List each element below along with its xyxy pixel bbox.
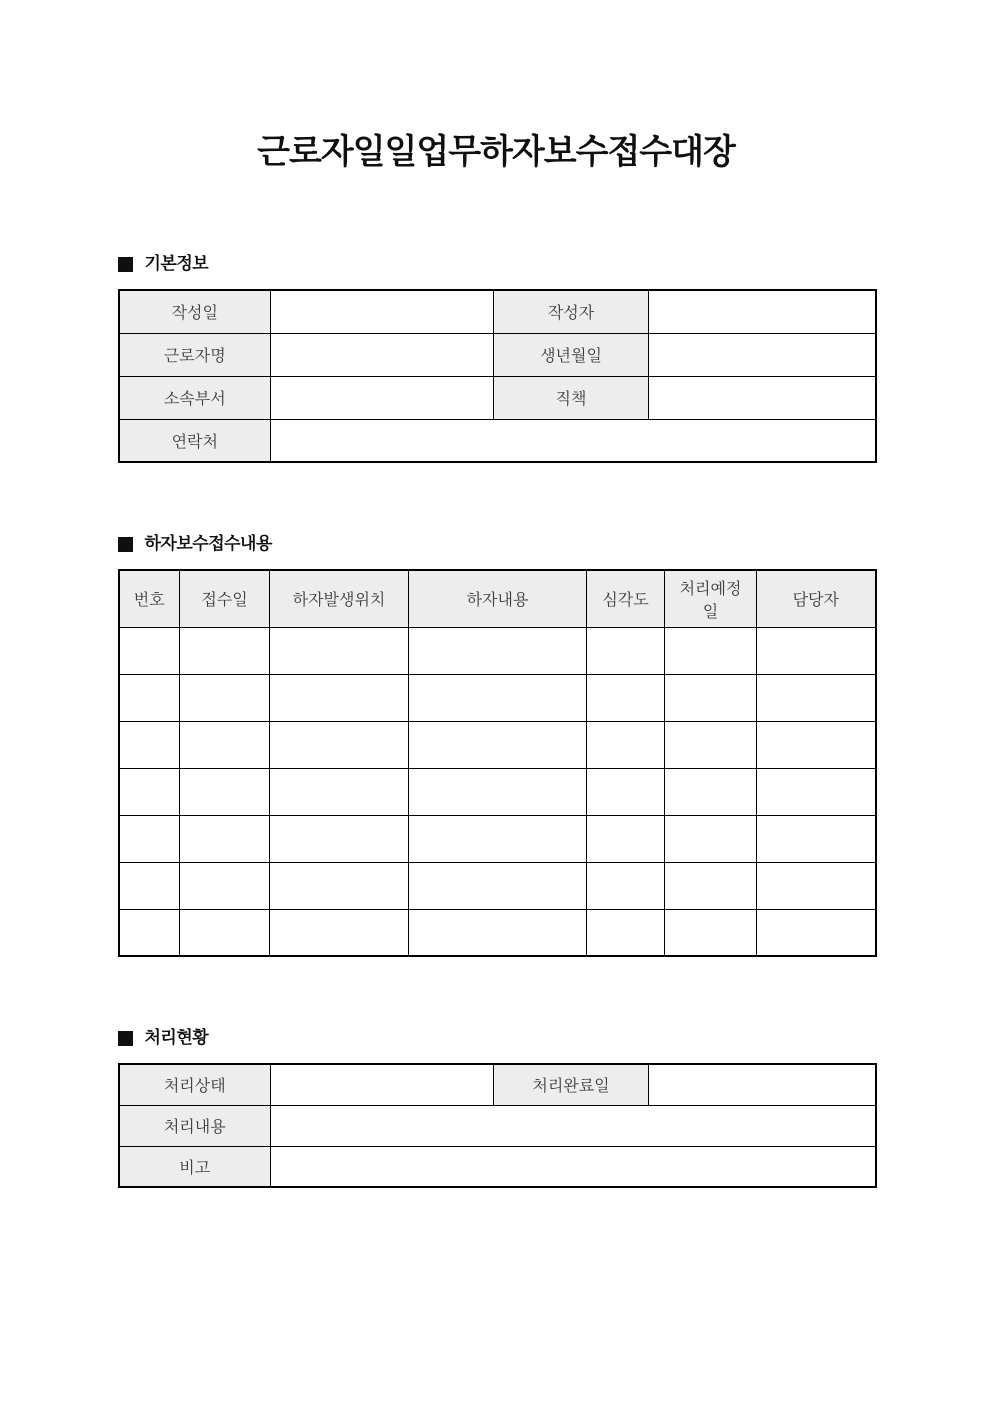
empty-cell: [180, 674, 270, 721]
empty-cell: [270, 909, 409, 956]
empty-cell: [119, 909, 180, 956]
table-row: [119, 419, 876, 462]
empty-cell: [757, 721, 876, 768]
header-cell: 접수일: [180, 570, 270, 627]
empty-cell: [119, 815, 180, 862]
table-row: [119, 674, 876, 721]
label-cell: 작성일: [119, 290, 271, 333]
label-cell: 생년월일: [494, 333, 649, 376]
empty-cell: [587, 627, 665, 674]
empty-cell: [180, 862, 270, 909]
section-header-basic-info: [118, 253, 875, 275]
empty-cell: [665, 768, 757, 815]
value-cell: [649, 376, 876, 419]
empty-cell: [180, 909, 270, 956]
table-row: [119, 721, 876, 768]
processing-status-table: [118, 1063, 877, 1188]
header-cell: 심각도: [587, 570, 665, 627]
empty-cell: [587, 862, 665, 909]
label-cell: 처리완료일: [494, 1064, 649, 1105]
empty-cell: [587, 815, 665, 862]
label-cell: 연락처: [119, 419, 271, 462]
table-row: [119, 1146, 876, 1187]
table-row: [119, 290, 876, 333]
empty-cell: [409, 862, 587, 909]
empty-cell: [270, 674, 409, 721]
header-cell: 하자내용: [409, 570, 587, 627]
empty-cell: [409, 627, 587, 674]
value-cell: [271, 376, 494, 419]
empty-cell: [270, 627, 409, 674]
table-header-row: [119, 570, 876, 627]
value-cell: [271, 419, 876, 462]
value-cell: [649, 333, 876, 376]
table-row: [119, 862, 876, 909]
label-cell: 처리내용: [119, 1105, 271, 1146]
empty-cell: [119, 768, 180, 815]
table-row: [119, 627, 876, 674]
basic-info-table: [118, 289, 877, 463]
value-cell: [271, 1064, 494, 1105]
empty-cell: [665, 862, 757, 909]
header-cell: 담당자: [757, 570, 876, 627]
section-title-processing-status: 처리현황: [144, 1028, 209, 1047]
label-cell: 작성자: [494, 290, 649, 333]
label-cell: 근로자명: [119, 333, 271, 376]
table-row: [119, 1105, 876, 1146]
empty-cell: [270, 768, 409, 815]
header-cell: 번호: [119, 570, 180, 627]
value-cell: [271, 290, 494, 333]
empty-cell: [180, 815, 270, 862]
table-row: [119, 376, 876, 419]
empty-cell: [757, 627, 876, 674]
header-cell: 하자발생위치: [270, 570, 409, 627]
header-cell: 처리예정일: [665, 570, 757, 627]
empty-cell: [587, 674, 665, 721]
value-cell: [271, 1105, 876, 1146]
section-bullet-icon: [118, 1031, 133, 1046]
table-row: [119, 333, 876, 376]
empty-cell: [119, 862, 180, 909]
section-title-basic-info: 기본정보: [144, 254, 209, 273]
empty-cell: [409, 815, 587, 862]
defect-reception-table: [118, 569, 877, 957]
value-cell: [271, 1146, 876, 1187]
section-title-defect-reception: 하자보수접수내용: [144, 534, 272, 553]
table-row: [119, 815, 876, 862]
empty-cell: [587, 768, 665, 815]
section-bullet-icon: [118, 537, 133, 552]
empty-cell: [409, 721, 587, 768]
section-bullet-icon: [118, 257, 133, 272]
value-cell: [649, 1064, 876, 1105]
empty-cell: [180, 768, 270, 815]
empty-cell: [409, 768, 587, 815]
empty-cell: [119, 674, 180, 721]
label-cell: 소속부서: [119, 376, 271, 419]
empty-cell: [757, 909, 876, 956]
section-header-defect-reception: [118, 533, 875, 555]
empty-cell: [119, 627, 180, 674]
empty-cell: [409, 909, 587, 956]
empty-cell: [665, 627, 757, 674]
label-cell: 비고: [119, 1146, 271, 1187]
empty-cell: [119, 721, 180, 768]
empty-cell: [270, 815, 409, 862]
empty-cell: [665, 674, 757, 721]
empty-cell: [270, 721, 409, 768]
table-row: [119, 909, 876, 956]
empty-cell: [757, 768, 876, 815]
table-row: [119, 1064, 876, 1105]
empty-cell: [270, 862, 409, 909]
page-title: 근로자일일업무하자보수접수대장: [257, 133, 735, 171]
table-row: [119, 768, 876, 815]
empty-cell: [587, 721, 665, 768]
section-header-processing-status: [118, 1027, 875, 1049]
document-content: [118, 130, 875, 1188]
value-cell: [649, 290, 876, 333]
empty-cell: [409, 674, 587, 721]
empty-cell: [665, 909, 757, 956]
empty-cell: [757, 674, 876, 721]
empty-cell: [757, 862, 876, 909]
empty-cell: [665, 721, 757, 768]
empty-cell: [757, 815, 876, 862]
label-cell: 처리상태: [119, 1064, 271, 1105]
empty-cell: [665, 815, 757, 862]
label-cell: 직책: [494, 376, 649, 419]
empty-cell: [180, 721, 270, 768]
empty-cell: [587, 909, 665, 956]
value-cell: [271, 333, 494, 376]
empty-cell: [180, 627, 270, 674]
